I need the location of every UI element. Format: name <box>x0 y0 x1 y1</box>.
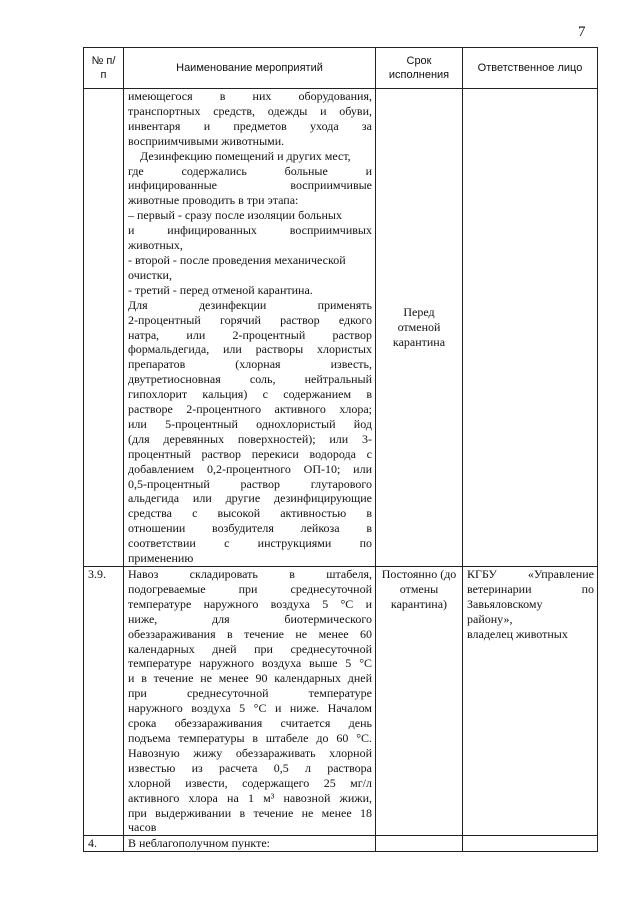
header-name: Наименование мероприятий <box>124 48 376 89</box>
row-responsible <box>463 89 598 567</box>
row-term: Перед отменой карантина <box>376 89 463 567</box>
row-description: имеющегося в них оборудования, транспортных средств, одежды и обуви, инвентаря и предметов ухода за восприимчивыми животными. Дезинфекцию помещений и других мест, где содержались больные и инфицированные восприимчивые животные проводить в три этапа: – первый - сразу после изоляции больных и инфицированных восприимчивых животных, - второй - после проведения механической очистки, - третий - перед отменой карантина. Для дезинфекции применять 2-процентный горячий раствор едкого натра, или 2-процентный раствор формальдегида, или растворы хлористых препаратов (хлорная известь, двутретиосновная соль, нейтральный гипохлорит кальция) с содержанием в растворе 2-процентного активного хлора; или 5-процентный однохлористый йод (для деревянных поверхностей); или 3- процентный раствор перекиси водорода с добавлением 0,2-процентного ОП-10; или 0,5-процентный раствор глутарового альдегида или другие дезинфицирующие средства с высокой активностью в отношении возбудителя лейкоза в соответствии с инструкциями по применению <box>124 89 376 567</box>
row-num <box>84 89 124 567</box>
row-description: В неблагополучном пункте: <box>124 836 376 852</box>
row-responsible <box>463 836 598 852</box>
table-row <box>84 836 598 852</box>
row-term <box>376 836 463 852</box>
row-term: Постоянно (до отмены карантина) <box>376 567 463 836</box>
row-description: Навоз складировать в штабеля, подогреваемые при среднесуточной температуре наружного воздуха 5 °С и ниже, для биотермического обеззараживания в течение не менее 60 календарных дней при среднесуточной температуре наружного воздуха выше 5 °С и в течение не менее 90 календарных дней при среднесуточной температуре наружного воздуха 5 °С и ниже. Началом срока обеззараживания считается день подъема температуры в штабеле до 60 °С. Навозную жижу обеззараживать хлорной известью из расчета 0,5 л раствора хлорной извести, содержащего 25 мг/л активного хлора на 1 м³ навозной жижи, при выдерживании в течение не менее 18 часов <box>124 567 376 836</box>
page-number: 7 <box>578 24 586 40</box>
table-row <box>84 567 598 836</box>
header-term: Срок исполнения <box>376 48 463 89</box>
row-num: 4. <box>84 836 124 852</box>
row-responsible: КГБУ «Управление ветеринарии по Завьяловскому району», владелец животных <box>463 567 598 836</box>
measures-table <box>83 47 598 852</box>
header-responsible: Ответственное лицо <box>463 48 598 89</box>
header-num: № п/п <box>84 48 124 89</box>
table-row <box>84 89 598 567</box>
row-num: 3.9. <box>84 567 124 836</box>
